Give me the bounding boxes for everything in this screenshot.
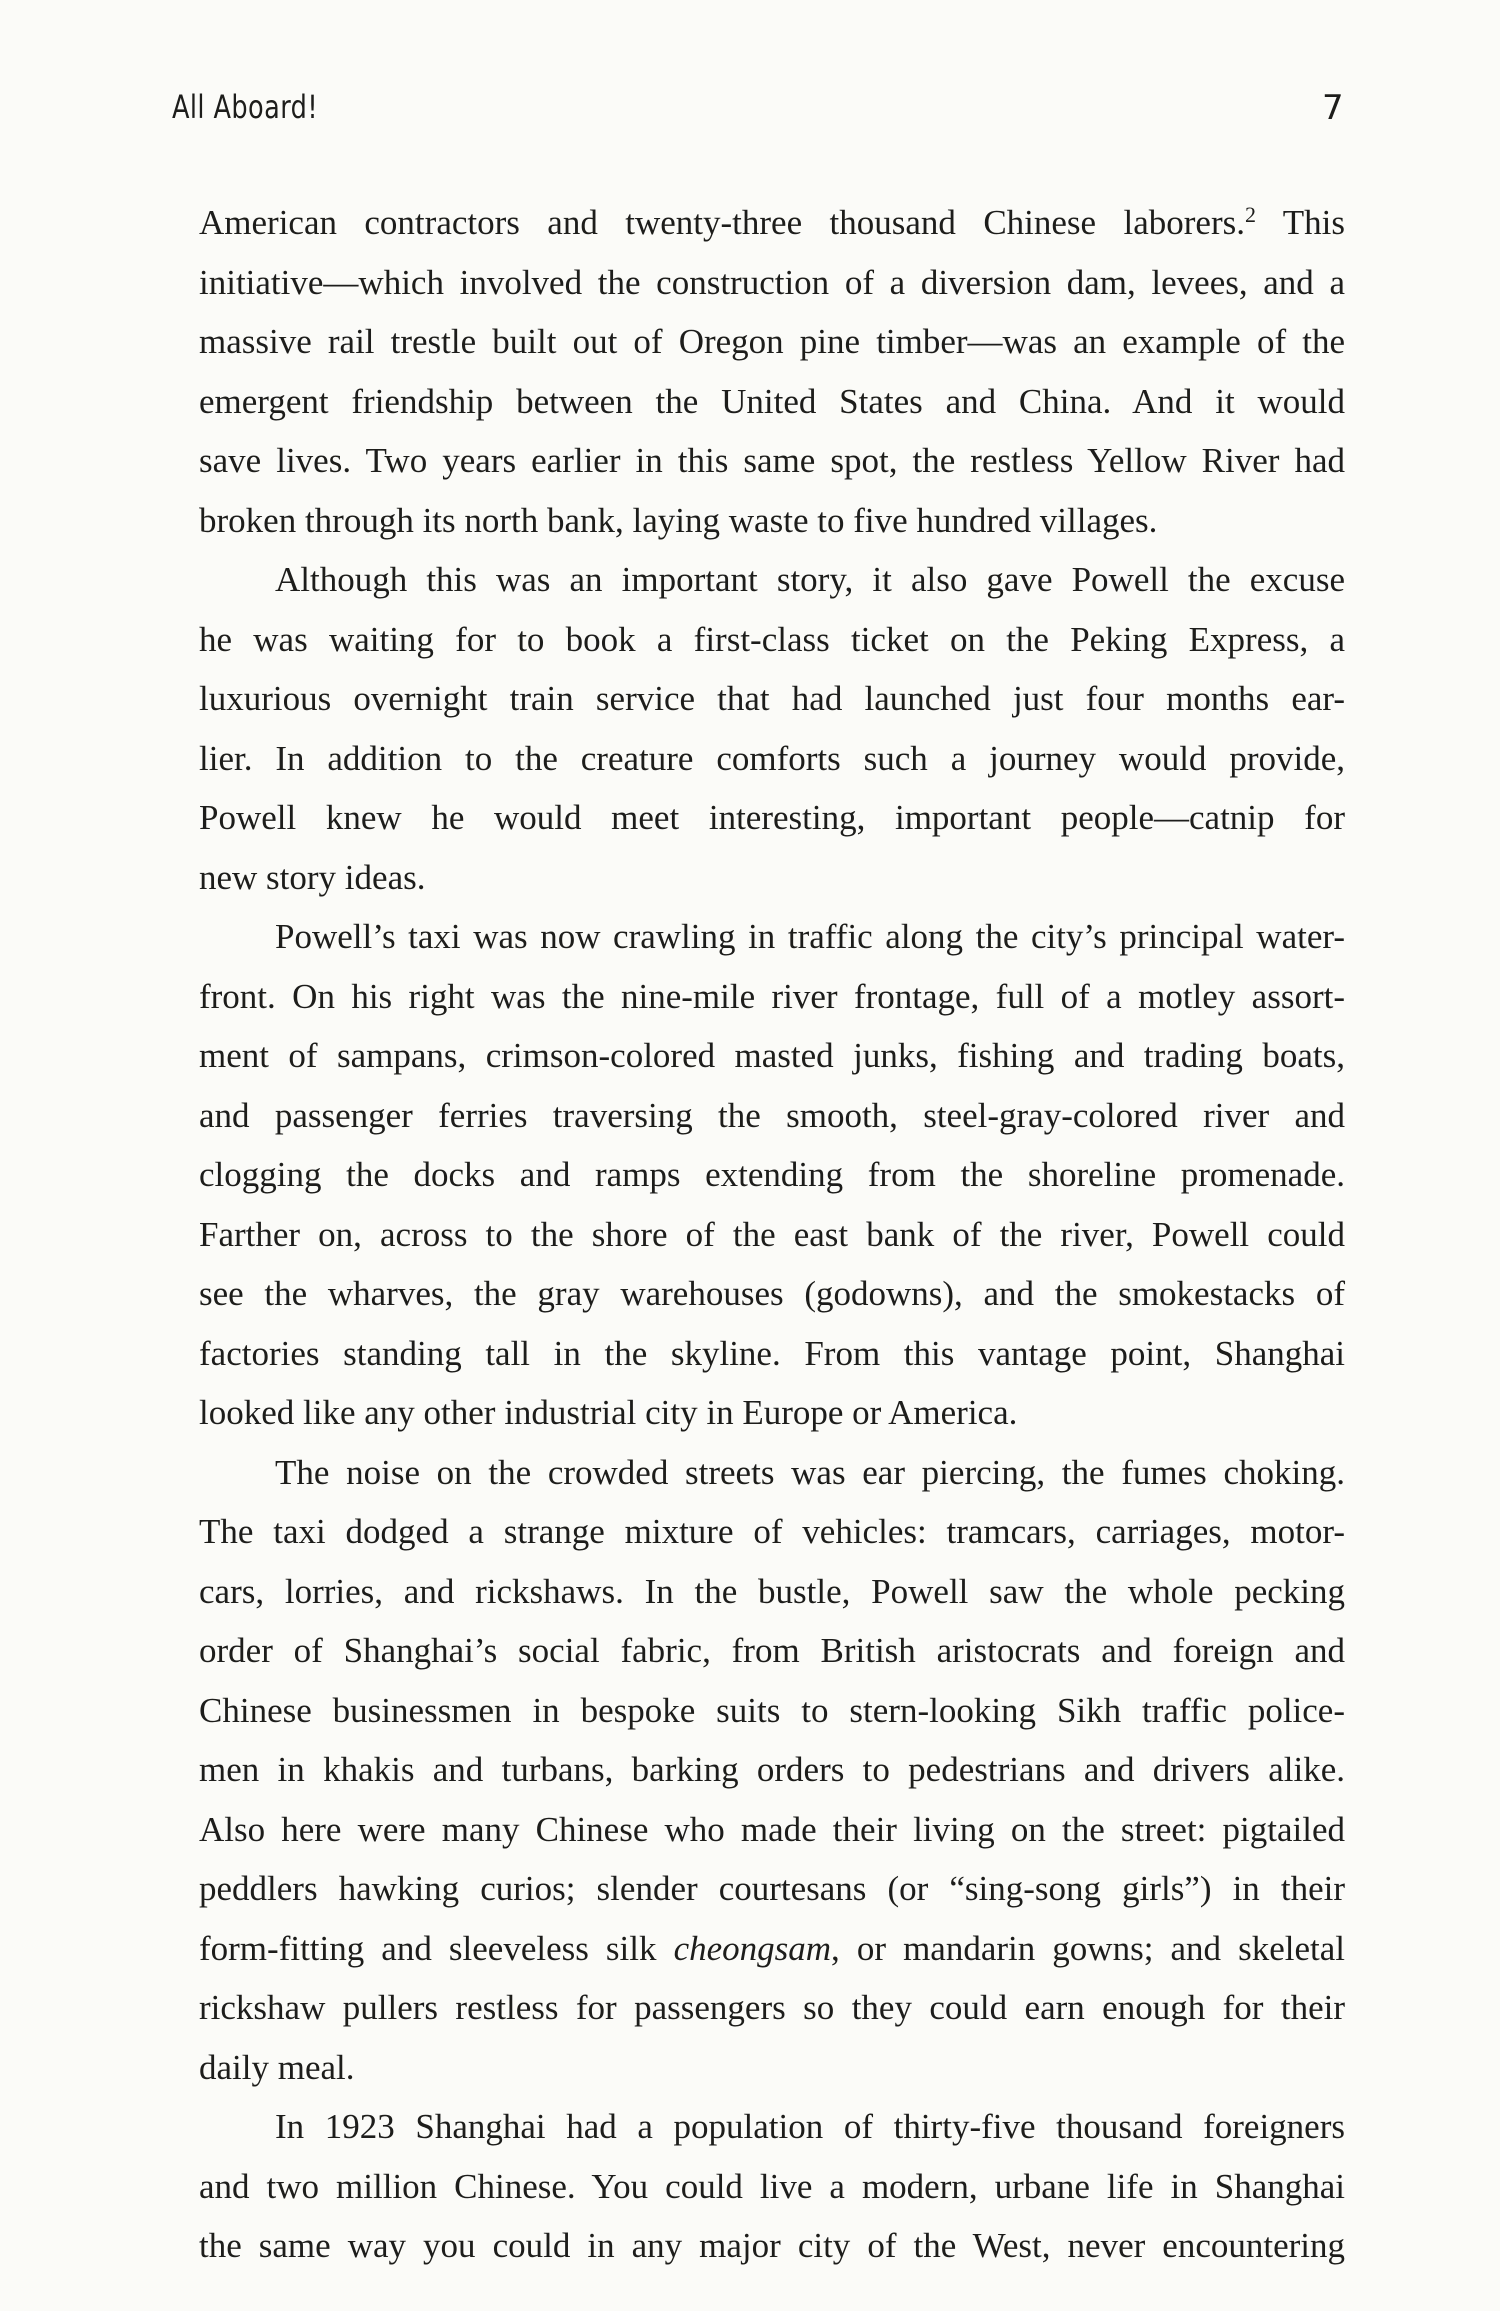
paragraph-3 xyxy=(199,907,1345,1443)
text-line: see the wharves, the gray warehouses (godowns), and the smokestacks of xyxy=(199,1274,1345,1313)
body-text xyxy=(199,193,1345,2276)
running-head-title: All Aboard! xyxy=(172,88,318,126)
text-line: the same way you could in any major city of the West, never encountering xyxy=(199,2226,1345,2265)
text-line: lier. In addition to the creature comforts such a journey would provide, xyxy=(199,738,1345,778)
text-line: men in khakis and turbans, barking orders to pedestrians and drivers alike. xyxy=(199,1750,1345,1789)
text-line: American contractors and twenty-three thousand Chinese laborers.$^2$ This xyxy=(199,201,1345,242)
text-line: initiative—which involved the construction of a diversion dam, levees, and a xyxy=(199,262,1345,302)
text-line: he was waiting for to book a first-class ticket on the Peking Express, a xyxy=(199,619,1345,659)
text-line: The noise on the crowded streets was ear piercing, the fumes choking. xyxy=(275,1452,1345,1492)
text-line: cars, lorries, and rickshaws. In the bustle, Powell saw the whole pecking xyxy=(199,1571,1345,1611)
text-line: Although this was an important story, it also gave Powell the excuse xyxy=(275,560,1345,599)
text-line: daily meal. xyxy=(199,2047,355,2087)
text-line: factories standing tall in the skyline. From this vantage point, Shanghai xyxy=(199,1333,1345,1373)
text-line: and passenger ferries traversing the smooth, steel-gray-colored river and xyxy=(199,1095,1345,1135)
paragraph-4 xyxy=(199,1443,1345,2098)
text-line: peddlers hawking curios; slender courtesans (or “sing-song girls”) in their xyxy=(199,1869,1345,1908)
text-line: clogging the docks and ramps extending from the shoreline promenade. xyxy=(199,1155,1345,1194)
text-line: Powell knew he would meet interesting, important people—catnip for xyxy=(199,798,1345,837)
text-line: emergent friendship between the United States and China. And it would xyxy=(199,381,1345,421)
text-line: broken through its north bank, laying waste to five hundred villages. xyxy=(199,500,1158,540)
page-number: 7 xyxy=(1322,88,1344,128)
text-line: and two million Chinese. You could live a modern, urbane life in Shanghai xyxy=(199,2166,1345,2206)
text-line: front. On his right was the nine-mile river frontage, full of a motley assort- xyxy=(199,976,1345,1016)
paragraph-2 xyxy=(199,550,1345,907)
paragraph-1 xyxy=(199,193,1345,550)
text-line: form-fitting and sleeveless silk cheongsam, or mandarin gowns; and skeletal xyxy=(199,1928,1345,1968)
text-line: Farther on, across to the shore of the east bank of the river, Powell could xyxy=(199,1214,1345,1254)
text-line: rickshaw pullers restless for passengers so they could earn enough for their xyxy=(199,1988,1345,2027)
italic-term: cheongsam xyxy=(673,1928,832,1968)
text-line: new story ideas. xyxy=(199,857,426,897)
text-line: ment of sampans, crimson-colored masted junks, fishing and trading boats, xyxy=(199,1036,1345,1075)
text-line: order of Shanghai’s social fabric, from British aristocrats and foreign and xyxy=(199,1631,1345,1670)
text-line: Chinese businessmen in bespoke suits to stern-looking Sikh traffic police- xyxy=(199,1690,1345,1730)
text-line: In 1923 Shanghai had a population of thirty-five thousand foreigners xyxy=(275,2107,1345,2146)
text-line: Also here were many Chinese who made their living on the street: pigtailed xyxy=(199,1809,1345,1849)
text-line: The taxi dodged a strange mixture of vehicles: tramcars, carriages, motor- xyxy=(199,1512,1345,1551)
text-line: looked like any other industrial city in Europe or America. xyxy=(199,1393,1018,1432)
text-line: luxurious overnight train service that had launched just four months ear- xyxy=(199,679,1345,718)
text-line: massive rail trestle built out of Oregon pine timber—was an example of the xyxy=(199,322,1345,361)
text-line: save lives. Two years earlier in this same spot, the restless Yellow River had xyxy=(199,441,1345,480)
text-line: Powell’s taxi was now crawling in traffic along the city’s principal water- xyxy=(275,917,1345,956)
paragraph-5 xyxy=(199,2097,1345,2276)
footnote-ref[interactable]: 2 xyxy=(1244,201,1256,227)
